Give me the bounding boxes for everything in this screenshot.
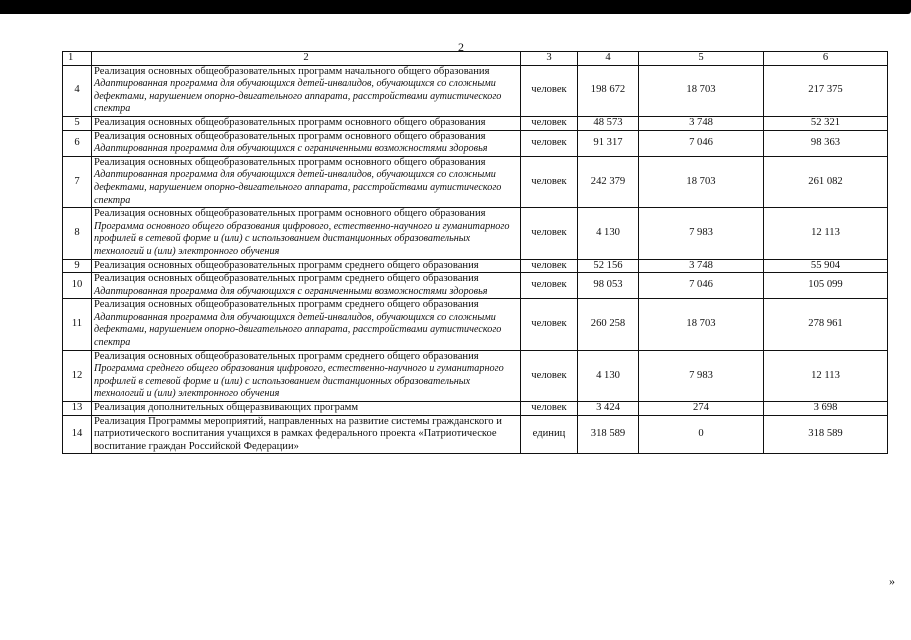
row-name-cell — [92, 65, 521, 116]
row-name-cell — [92, 208, 521, 259]
row-program-note: Адаптированная программа для обучающихся с ограниченными возможностями здоровья — [94, 285, 488, 297]
table-row — [63, 402, 888, 416]
row-number: 4 — [63, 65, 92, 116]
row-unit: человек — [521, 259, 578, 273]
column-header: 6 — [764, 52, 888, 66]
row-number: 8 — [63, 208, 92, 259]
row-name-cell — [92, 156, 521, 207]
row-number: 10 — [63, 273, 92, 299]
row-value-c4: 4 130 — [578, 208, 639, 259]
row-name: Реализация основных общеобразовательных программ основного общего образования — [94, 130, 486, 142]
row-value-c6: 98 363 — [764, 130, 888, 156]
row-number: 11 — [63, 299, 92, 350]
row-program-note: Адаптированная программа для обучающихся детей-инвалидов, обучающихся со сложными дефектами, нарушением опорно-двигательного аппарата, расстройствами аутистического спектра — [94, 78, 502, 115]
row-value-c4: 4 130 — [578, 350, 639, 401]
row-value-c5: 3 748 — [639, 259, 764, 273]
column-header: 3 — [521, 52, 578, 66]
row-number: 13 — [63, 402, 92, 416]
column-header: 4 — [578, 52, 639, 66]
row-value-c4: 260 258 — [578, 299, 639, 350]
row-name-cell — [92, 259, 521, 273]
table-row — [63, 116, 888, 130]
row-value-c5: 7 983 — [639, 208, 764, 259]
row-value-c5: 7 983 — [639, 350, 764, 401]
table-row — [63, 208, 888, 259]
row-value-c4: 48 573 — [578, 116, 639, 130]
row-program-note: Адаптированная программа для обучающихся с ограниченными возможностями здоровья — [94, 143, 488, 155]
row-value-c6: 12 113 — [764, 208, 888, 259]
table-row — [63, 273, 888, 299]
row-number: 12 — [63, 350, 92, 401]
row-number: 14 — [63, 415, 92, 454]
table-row — [63, 259, 888, 273]
row-unit: человек — [521, 273, 578, 299]
row-unit: человек — [521, 156, 578, 207]
column-header: 5 — [639, 52, 764, 66]
column-header: 1 — [63, 52, 92, 66]
row-value-c6: 52 321 — [764, 116, 888, 130]
row-unit: единиц — [521, 415, 578, 454]
row-unit: человек — [521, 402, 578, 416]
table-row — [63, 156, 888, 207]
table-row — [63, 299, 888, 350]
row-value-c6: 12 113 — [764, 350, 888, 401]
row-value-c4: 198 672 — [578, 65, 639, 116]
table-row — [63, 130, 888, 156]
row-name: Реализация основных общеобразовательных программ основного общего образования — [94, 208, 486, 220]
row-value-c6: 105 099 — [764, 273, 888, 299]
row-value-c6: 217 375 — [764, 65, 888, 116]
row-unit: человек — [521, 116, 578, 130]
row-value-c5: 18 703 — [639, 299, 764, 350]
row-value-c4: 318 589 — [578, 415, 639, 454]
row-name: Реализация основных общеобразовательных программ основного общего образования — [94, 156, 486, 168]
row-name: Реализация Программы мероприятий, направленных на развитие системы гражданского и патриотического воспитания учащихся в рамках федерального проекта «Патриотическое воспитание граждан Российской Федерации» — [94, 415, 502, 452]
table-row — [63, 65, 888, 116]
row-name-cell — [92, 402, 521, 416]
row-value-c4: 98 053 — [578, 273, 639, 299]
row-name: Реализация основных общеобразовательных программ среднего общего образования — [94, 350, 479, 362]
row-number: 5 — [63, 116, 92, 130]
row-value-c5: 0 — [639, 415, 764, 454]
column-header: 2 — [92, 52, 521, 66]
row-value-c6: 278 961 — [764, 299, 888, 350]
row-name-cell — [92, 299, 521, 350]
row-name-cell — [92, 273, 521, 299]
row-program-note: Программа основного общего образования цифрового, естественно-научного и гуманитарного профилей в сетевой форме и (или) с использованием дистанционных образовательных технологий и (или) электронного обучения — [94, 220, 510, 257]
row-program-note: Адаптированная программа для обучающихся детей-инвалидов, обучающихся со сложными дефектами, нарушением опорно-двигательного аппарата, расстройствами аутистического спектра — [94, 311, 502, 349]
row-program-note: Адаптированная программа для обучающихся детей-инвалидов, обучающихся со сложными дефектами, нарушением опорно-двигательного аппарата, расстройствами аутистического спектра — [94, 169, 502, 206]
row-value-c5: 3 748 — [639, 116, 764, 130]
row-number: 7 — [63, 156, 92, 207]
closing-quote: » — [889, 574, 895, 588]
row-name: Реализация основных общеобразовательных программ среднего общего образования — [94, 259, 479, 271]
row-value-c6: 261 082 — [764, 156, 888, 207]
row-value-c5: 7 046 — [639, 273, 764, 299]
row-unit: человек — [521, 130, 578, 156]
row-name-cell — [92, 350, 521, 401]
row-name-cell — [92, 116, 521, 130]
row-value-c4: 52 156 — [578, 259, 639, 273]
row-value-c6: 55 904 — [764, 259, 888, 273]
row-value-c6: 318 589 — [764, 415, 888, 454]
row-unit: человек — [521, 350, 578, 401]
row-value-c5: 18 703 — [639, 65, 764, 116]
row-number: 9 — [63, 259, 92, 273]
row-name: Реализация основных общеобразовательных программ среднего общего образования — [94, 299, 479, 311]
row-name: Реализация основных общеобразовательных программ начального общего образования — [94, 65, 490, 77]
row-name-cell — [92, 415, 521, 454]
row-unit: человек — [521, 208, 578, 259]
row-value-c5: 18 703 — [639, 156, 764, 207]
row-unit: человек — [521, 65, 578, 116]
row-number: 6 — [63, 130, 92, 156]
row-value-c6: 3 698 — [764, 402, 888, 416]
row-value-c4: 3 424 — [578, 402, 639, 416]
row-unit: человек — [521, 299, 578, 350]
row-value-c5: 7 046 — [639, 130, 764, 156]
row-name: Реализация дополнительных общеразвивающих программ — [94, 402, 359, 414]
row-value-c4: 242 379 — [578, 156, 639, 207]
row-name: Реализация основных общеобразовательных программ основного общего образования — [94, 116, 486, 128]
table-row — [63, 415, 888, 454]
page-number: 2 — [458, 40, 464, 54]
row-name: Реализация основных общеобразовательных программ среднего общего образования — [94, 273, 479, 285]
row-value-c5: 274 — [639, 402, 764, 416]
row-program-note: Программа среднего общего образования цифрового, естественно-научного и гуманитарного профилей в сетевой форме и (или) с использованием дистанционных образовательных технологий и (или) электронного обучения — [94, 363, 504, 400]
scan-top-border — [0, 0, 911, 14]
data-table — [62, 51, 888, 454]
row-name-cell — [92, 130, 521, 156]
row-value-c4: 91 317 — [578, 130, 639, 156]
table-header-row — [63, 52, 888, 66]
table-row — [63, 350, 888, 401]
